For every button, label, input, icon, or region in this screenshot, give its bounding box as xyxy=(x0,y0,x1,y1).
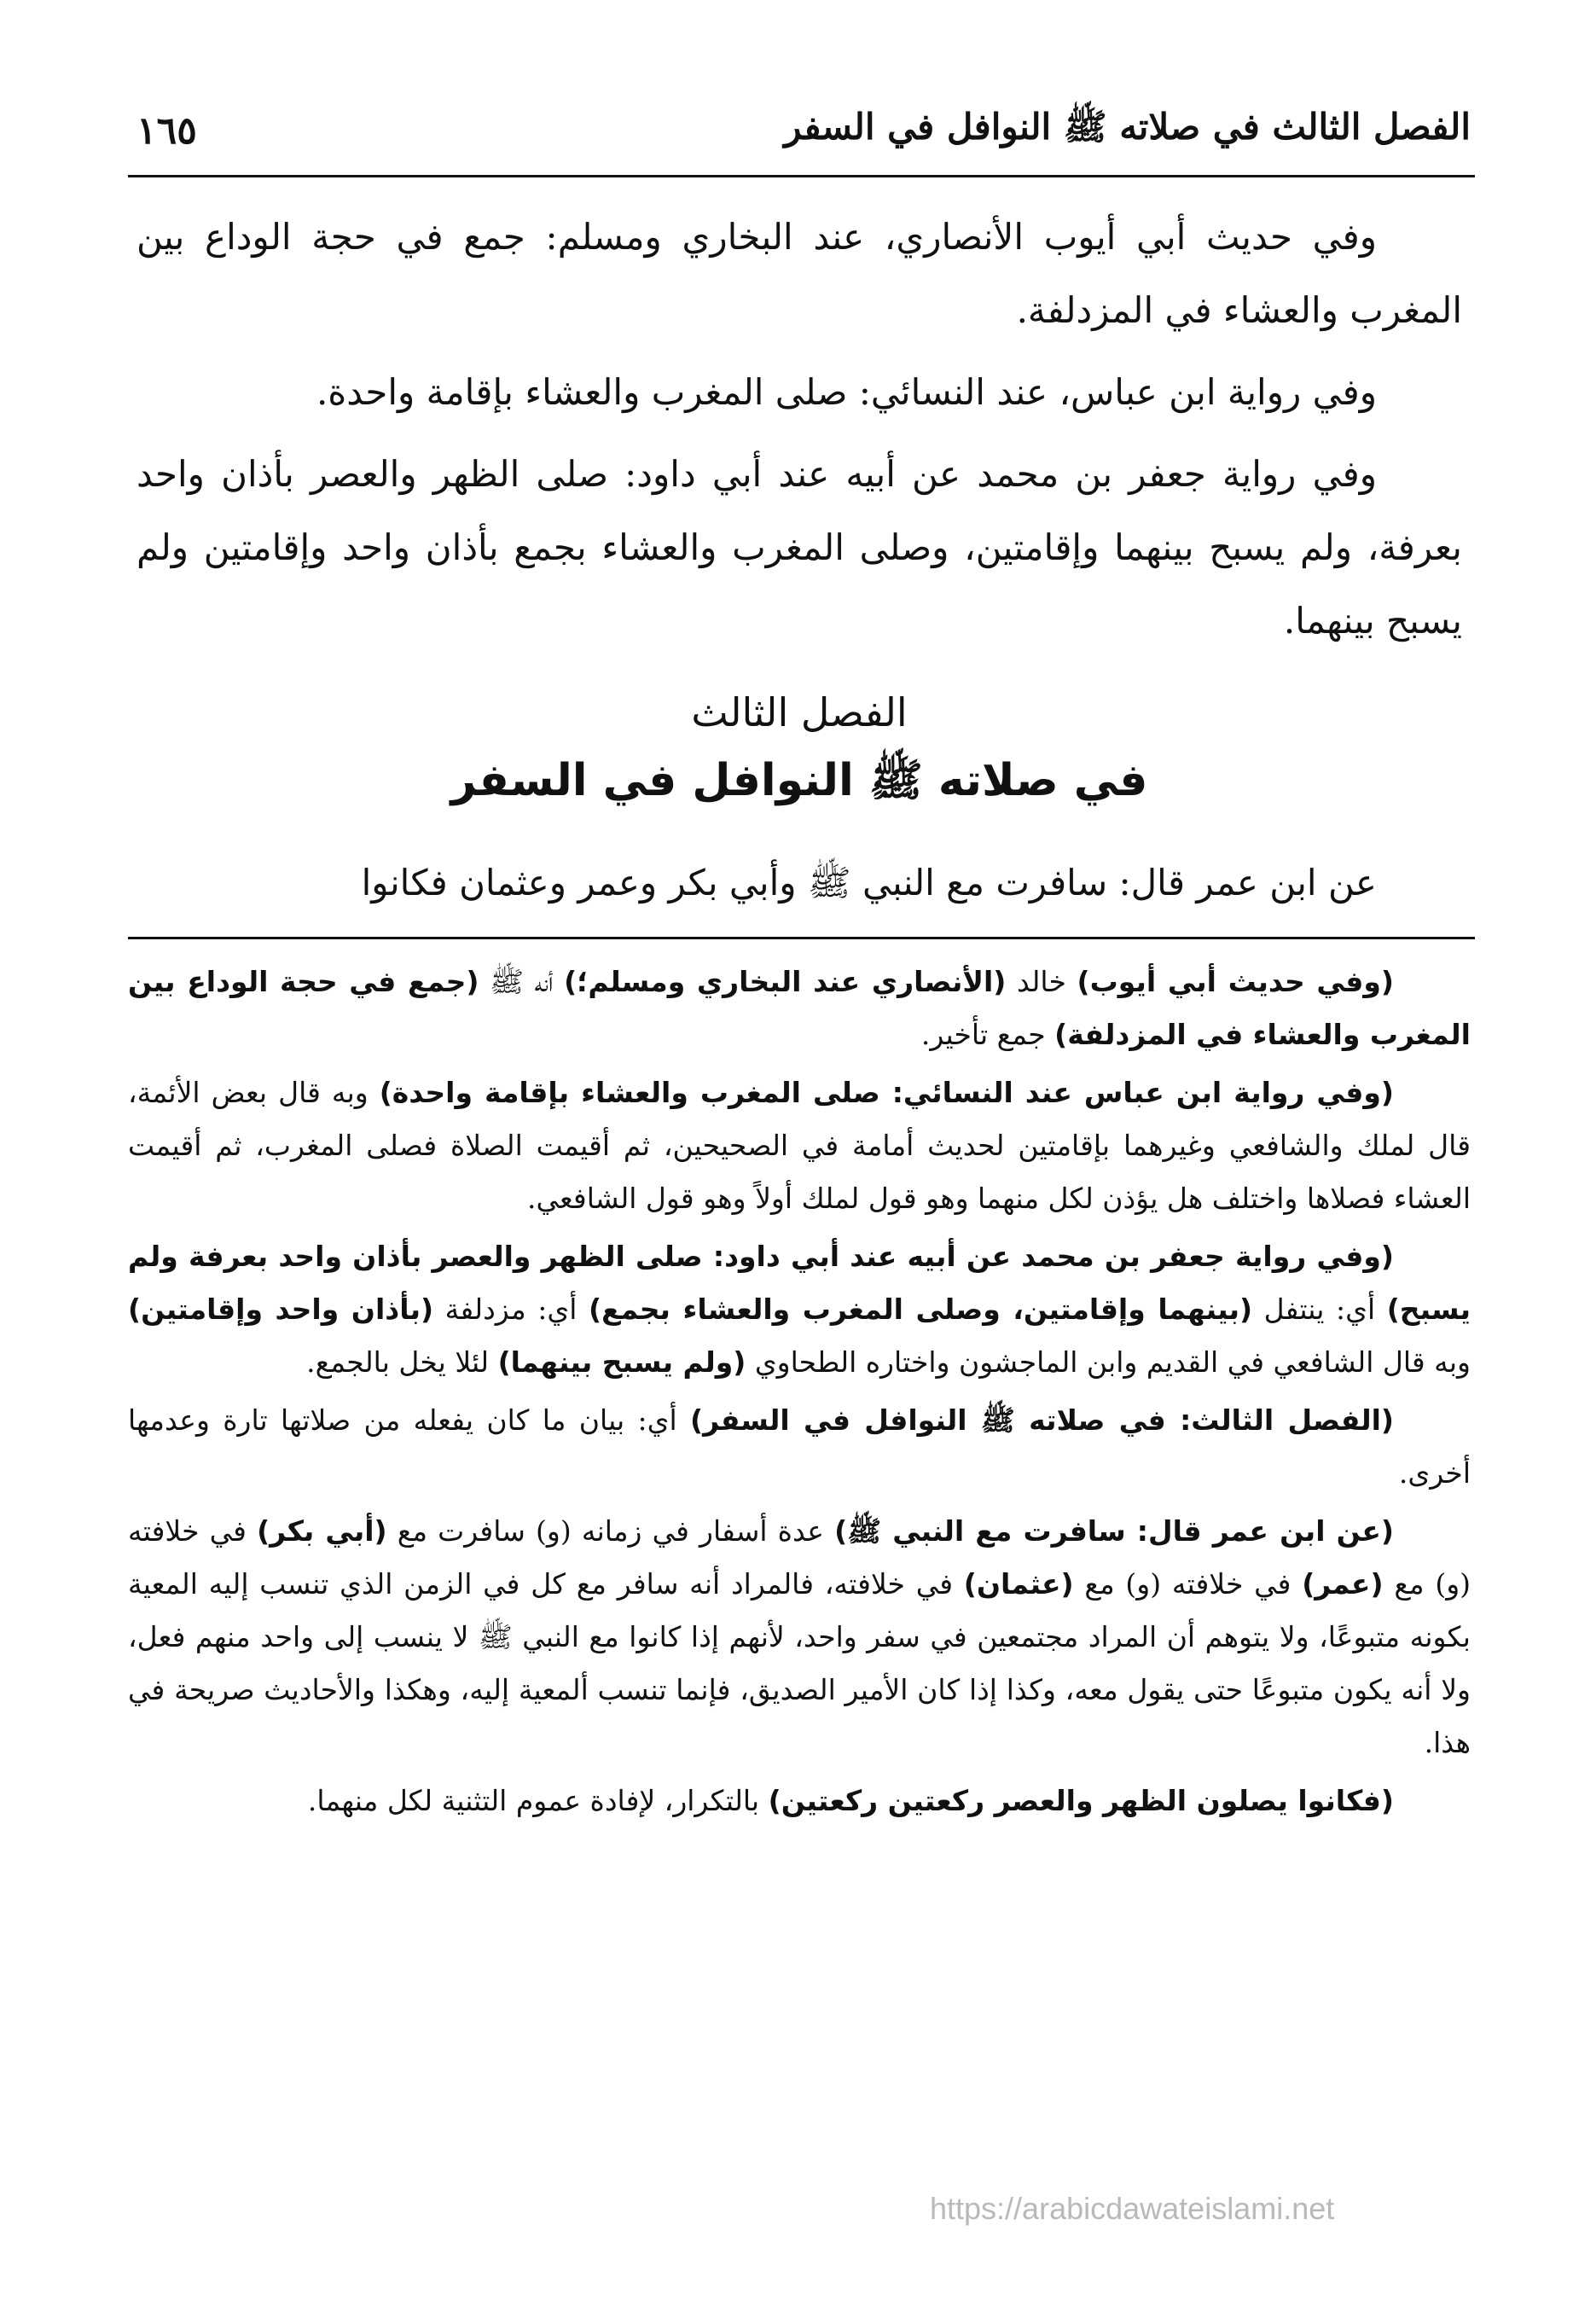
quoted-text: (ولم يسبح بينهما) xyxy=(497,1345,746,1379)
chapter-subtitle: في صلاته ﷺ النوافل في السفر xyxy=(450,755,1148,806)
commentary-text: وبه قال بعض الأئمة، قال لملك والشافعي وغيرهما بإقامتين لحديث أمامة في الصحيحين، ثم أقيمت الصلاة فصلى المغرب، ثم أقيمت العشاء فصلاها واختلف هل يؤذن لكل منهما وهو قول لملك أولاً وهو قول الشافعي. xyxy=(128,1076,1471,1215)
main-text-block xyxy=(136,200,1462,666)
commentary-text: في خلافته (و) مع xyxy=(1073,1567,1303,1601)
commentary-block xyxy=(128,956,1471,1833)
commentary-paragraph xyxy=(128,1505,1471,1769)
commentary-paragraph xyxy=(128,1230,1471,1389)
running-title: الفصل الثالث في صلاته ﷺ النوافل في السفر xyxy=(784,105,1471,148)
quoted-text: (بينهما وإقامتين، وصلى المغرب والعشاء بجمع) xyxy=(588,1293,1253,1326)
quoted-text: (الأنصاري عند البخاري ومسلم؛) xyxy=(564,965,1007,998)
commentary-text: أي: ينتفل xyxy=(1252,1293,1387,1326)
header-rule xyxy=(128,175,1475,177)
commentary-text: جمع تأخير. xyxy=(920,1018,1055,1051)
chapter-label: الفصل الثالث xyxy=(691,689,908,735)
quoted-text: (بأذان واحد وإقامتين) xyxy=(128,1293,434,1326)
quoted-text: (الفصل الثالث: في صلاته ﷺ النوافل في السفر) xyxy=(690,1403,1394,1437)
watermark-url: https://arabicdawateislami.net xyxy=(930,2191,1335,2226)
commentary-separator xyxy=(128,937,1475,939)
commentary-text: بالتكرار، لإفادة عموم التثنية لكل منهما. xyxy=(307,1784,769,1817)
quoted-text: (فكانوا يصلون الظهر والعصر ركعتين ركعتين) xyxy=(768,1784,1394,1817)
main-paragraph: وفي رواية جعفر بن محمد عن أبيه عند أبي داود: صلى الظهر والعصر بأذان واحد بعرفة، ولم يسبح بينهما وإقامتين، وصلى المغرب والعشاء بجمع بأذان واحد وإقامتين ولم يسبح بينهما. xyxy=(136,453,1462,642)
commentary-text: عدة أسفار في زمانه (و) سافرت مع xyxy=(386,1514,835,1548)
quoted-text: (عثمان) xyxy=(963,1567,1074,1601)
commentary-paragraph xyxy=(128,1066,1471,1225)
quoted-text: (أبي بكر) xyxy=(257,1514,387,1548)
page-number: ١٦٥ xyxy=(136,108,197,153)
quoted-text: (جمع في حجة الوداع بين المغرب والعشاء في المزدلفة) xyxy=(128,965,1471,1051)
chapter-heading xyxy=(136,683,1462,819)
running-header xyxy=(136,101,1471,160)
commentary-text: أنه ﷺ xyxy=(479,965,565,998)
quoted-text: (وفي رواية جعفر بن محمد عن أبيه عند أبي داود: صلى الظهر والعصر بأذان واحد بعرفة ولم يسبح) xyxy=(128,1240,1471,1326)
commentary-text: أي: بيان ما كان يفعله من صلاتها تارة وعدمها أخرى. xyxy=(128,1403,1471,1490)
main-paragraph: وفي رواية ابن عباس، عند النسائي: صلى المغرب والعشاء بإقامة واحدة. xyxy=(316,371,1377,413)
quoted-text: (عمر) xyxy=(1302,1567,1384,1601)
main-paragraph: وفي حديث أبي أيوب الأنصاري، عند البخاري ومسلم: جمع في حجة الوداع بين المغرب والعشاء في المزدلفة. xyxy=(136,216,1462,331)
commentary-text: في خلافته، فالمراد أنه سافر مع كل في الزمن الذي تنسب إليه المعية بكونه متبوعًا، ولا يتوهم أن المراد مجتمعين في سفر واحد، لأنهم إذا كانوا مع النبي ﷺ لا ينسب إلى واحد منهم فعل، ولا أنه يكون متبوعًا حتى يقول معه، وكذا إذا كان الأمير الصديق، فإنما تنسب ألمعية إليه، وهكذا والأحاديث صريحة في هذا. xyxy=(128,1567,1471,1759)
commentary-paragraph xyxy=(128,956,1471,1061)
commentary-text: أي: مزدلفة xyxy=(433,1293,589,1326)
commentary-paragraph xyxy=(128,1394,1471,1500)
main-continuation: عن ابن عمر قال: سافرت مع النبي ﷺ وأبي بكر وعمر وعثمان فكانوا xyxy=(361,862,1377,903)
commentary-text: خالد xyxy=(1006,965,1077,998)
commentary-paragraph xyxy=(128,1775,1471,1827)
commentary-text: لئلا يخل بالجمع. xyxy=(306,1345,498,1379)
commentary-text: في خلافته (و) مع xyxy=(128,1514,1471,1601)
quoted-text: (وفي رواية ابن عباس عند النسائي: صلى المغرب والعشاء بإقامة واحدة) xyxy=(379,1076,1394,1109)
quoted-text: (وفي حديث أبي أيوب) xyxy=(1077,965,1394,998)
commentary-text: وبه قال الشافعي في القديم وابن الماجشون واختاره الطحاوي xyxy=(746,1345,1471,1379)
quoted-text: (عن ابن عمر قال: سافرت مع النبي ﷺ) xyxy=(834,1514,1394,1548)
